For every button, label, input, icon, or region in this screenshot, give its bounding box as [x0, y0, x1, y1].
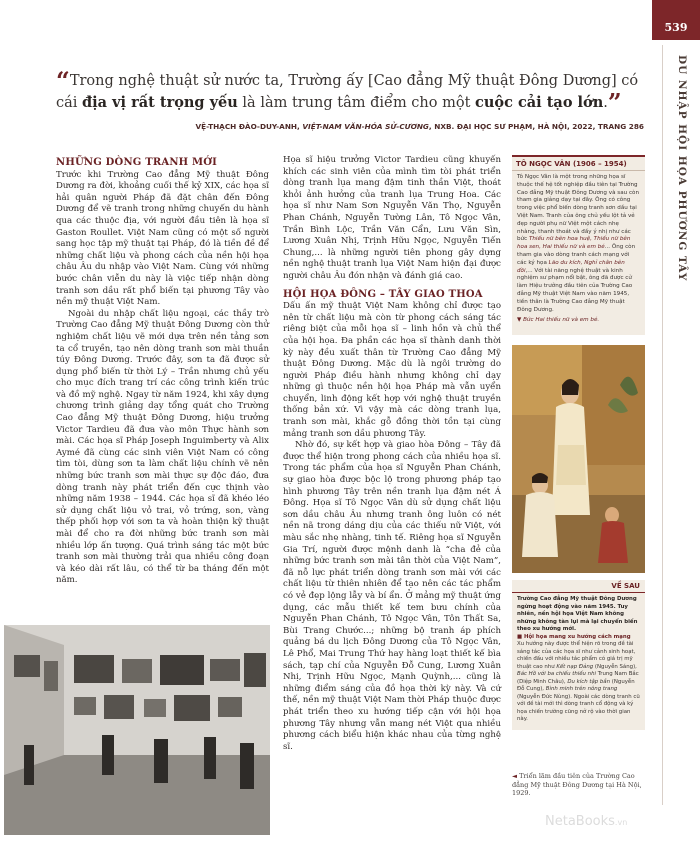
watermark-suffix: .vn [614, 818, 628, 827]
bio-text [512, 171, 645, 317]
quote-text-3: . [603, 95, 608, 111]
watermark-brand: NetaBooks [545, 814, 615, 829]
bio-text-3: ,... Với tài năng nghệ thuật và kinh nghiệm sư phạm nổi bật, ông đã được cử làm Hiệu trưởng đầu tiên của Trường Cao đẳng Mỹ thuật Việt Nam vào năm 1945, tiền thân là Trường Cao đẳng Mỹ thuật Đông Dương. [517, 267, 633, 313]
paragraph: Họa sĩ hiệu trưởng Victor Tardieu cũng khuyến khích các sinh viên của mình tìm tòi phát triển dòng tranh lụa mang đậm tinh thần Việt, thoát khỏi ảnh hưởng của tranh lụa Trung Hoa. Các họa sĩ như Nam Sơn Nguyễn Văn Thọ, Nguyễn Phan Chánh, Nguyễn Tường Lân, Tô Ngọc Vân, Trần Bình Lộc, Trần Văn Cẩn, Lưu Văn Sìn, Lương Xuân Nhị, Trịnh Hữu Ngọc, Nguyễn Tiến Chung,... là những người tiên phong gây dựng nền nghệ thuật tranh lụa Việt Nam hiện đại được người châu Âu đón nhận và đánh giá cao. [283, 155, 501, 281]
bio-works: Thiếu nữ bên hoa huệ, Thiếu nữ bên hoa sen, Hai thiếu nữ và em bé [517, 236, 631, 251]
aftermath-text [512, 593, 645, 727]
aftermath-body-1: Xu hướng này được thể hiện rõ trong đề tài sáng tác của các họa sĩ như cảnh sinh hoạt, chiến đấu với nhiều tác phẩm có giá trị mỹ thuật cao như [517, 641, 636, 670]
column-1 [56, 155, 269, 587]
painting-image [512, 345, 645, 573]
paragraph: Nhờ đó, sự kết hợp và giao hòa Đông – Tây đã được thể hiện trong phong cách của nhiều họa sĩ. Trong tác phẩm của họa sĩ Nguyễn Phan Chánh, sự giao hòa được bộc lộ trong phương pháp tạo hình phương Tây trên nền tranh lụa đậm nét Á Đông. Họa sĩ Tô Ngọc Vân dù sử dụng chất liệu sơn dầu châu Âu nhưng tranh ông luôn có nét nền nã trong dáng dịu của các thiếu nữ Việt, với màu sắc nhẹ nhàng, tinh tế. Riêng họa sĩ Nguyễn Gia Trí, người được mệnh danh là “cha đẻ của những bức tranh sơn mài tân thời của Việt Nam”, đã nỗ lực phát triển dòng tranh sơn mài với các chất liệu từ thiên nhiên để tạo nên các tác phẩm có vẻ đẹp lộng lẫy và bí ẩn. Ở mảng mỹ thuật ứng dụng, các mẫu thiết kế tem bưu chính của Nguyễn Phan Chánh, Tô Ngọc Vân, Tôn Thất Sa, Bùi Trang Chước...; những bộ tranh áp phích quảng bá du lịch Đông Dương của Tô Ngọc Vân, Lê Phổ, Mai Trung Thứ hay hàng loạt thiết kế bìa sách, tạp chí của Nguyễn Đỗ Cung, Lương Xuân Nhị, Trịnh Hữu Ngọc, Mạnh Quỳnh,... cũng là những điểm sáng của đồ họa thời kỳ này. Và cứ thế, nền mỹ thuật Việt Nam thời Pháp thuộc được phát triển theo xu hướng tiếp cận với hội họa phương Tây nhưng vẫn mang nét Việt qua nhiều phương cách biểu hiện khác nhau của từng nghệ sĩ. [283, 440, 501, 752]
bio-works-2: Lão du kích, Nghỉ chân bên đồi [517, 259, 625, 274]
photo-caption [512, 772, 645, 798]
aftermath-body-4: (Nguyễn Đỗ Cung), [517, 678, 635, 692]
aftermath-work-2: Bác Hồ với ba chiếu thiếu nhi [517, 671, 597, 677]
source-author: VỆ-THẠCH ĐÀO-DUY-ANH, [195, 122, 303, 131]
painting-caption: ▼ Bức Hai thiếu nữ và em bé. [517, 317, 600, 324]
watermark [545, 814, 627, 829]
aftermath-work-3: Du kích tập bắn [567, 678, 611, 685]
section-heading-new-genres: NHỮNG DÒNG TRANH MỚI [56, 157, 218, 168]
paragraph: Dấu ấn mỹ thuật Việt Nam không chỉ được tạo nên từ chất liệu mà còn từ phong cách sáng tác riêng biệt của mỗi họa sĩ – linh hồn và chủ thể của hội họa. Đa phần các họa sĩ thành danh thời kỳ này đều xuất thân từ Trường Cao đẳng Mỹ thuật Đông Dương. Mặc dù là ngôi trường do người Pháp điều hành nhưng không chỉ dạy những gì thuộc nền hội họa Pháp mà vẫn uyển chuyển, linh động kết hợp với nghệ thuật truyền thống bản xứ. Vì vậy mà các dòng tranh lụa, tranh sơn mài, khắc gỗ đồng thời tồn tại cùng mảng tranh sơn dầu phương Tây. [283, 301, 501, 439]
section-heading-east-west: HỘI HỌA ĐÔNG – TÂY GIAO THOA [283, 288, 483, 300]
exhibition-photo [4, 625, 270, 835]
aftermath-body-5: (Nguyễn Đức Nùng). Ngoài các dòng tranh cũ với đề tài mới thì dòng tranh cổ động và ký họa chiến trường cũng nở rộ vào thời gian này. [517, 693, 640, 722]
exhibition-photo-image [4, 625, 270, 835]
section-tab [652, 0, 700, 847]
paragraph: Ngoài du nhập chất liệu ngoại, các thầy trò Trường Cao đẳng Mỹ thuật Đông Dương còn thử nghiệm chất liệu vẽ mới dựa trên nền tảng sơn ta cổ truyền, tạo nên dòng tranh sơn mài thuần túy Đông Dương. Trước đây, sơn ta đã được sử dụng phổ biến từ thời Lý – Trần nhưng chủ yếu cho mục đích trang trí các công trình kiến trúc và đồ mỹ nghệ. Ngay từ năm 1924, khi xây dựng chương trình giảng dạy tổng quát cho Trường Cao đẳng Mỹ thuật Đông Dương, hiệu trưởng Victor Tardieu đã đưa vào môn Thực hành sơn mài. Các họa sĩ Pháp Joseph Inguimberty và Alix Aymé đã cùng các sinh viên Việt Nam có công tìm tòi, dùng sơn ta làm chất liệu chính vẽ nên những bức tranh sơn mài thực sự độc đáo, đưa dòng tranh này phát triển đến cực thịnh vào những năm 1938 – 1944. Các họa sĩ đã khéo léo sử dụng chất liệu vỏ trai, vỏ trứng, son, vàng thếp phối hợp với sơn ta và hoàn thiện kỹ thuật mài để cho ra đời những bức tranh sơn mài nhiều lớp ấn tượng. Quá trình sáng tác một bức tranh sơn mài thường trải qua nhiều công đoạn và kéo dài rất lâu, có thể từ ba tháng đến một năm. [56, 308, 269, 586]
pull-quote [56, 66, 644, 117]
aftermath-heading: VỀ SAU [512, 580, 645, 593]
page-number: 539 [652, 0, 700, 40]
photo-caption-text: Triển lãm đầu tiên của Trường Cao đẳng Mỹ thuật Đông Dương tại Hà Nội, 1929. [512, 772, 642, 797]
open-quote-mark: “ [56, 66, 70, 95]
aftermath-intro: Trường Cao đẳng Mỹ thuật Đông Dương ngừng hoạt động vào năm 1945. Tuy nhiên, nền hội họa Việt Nam không những không tàn lụi mà lại chuyển biến theo xu hướng mới. [517, 596, 638, 632]
column-2 [283, 155, 501, 753]
quote-bold-1: địa vị rất trọng yếu [82, 94, 238, 111]
quote-text-2: là làm trung tâm điểm cho một [237, 95, 476, 111]
bio-text-1: Tô Ngọc Vân là một trong những họa sĩ thuộc thế hệ tốt nghiệp đầu tiên tại Trường Cao đẳng Mỹ thuật Đông Dương và sau còn tham gia giảng dạy tại đây. Ông có công trong việc phổ biến dòng tranh sơn dầu tại Việt Nam. Tranh của ông chủ yếu lột tả vẻ đẹp người phụ nữ Việt một cách nhẹ nhàng, thanh thoát và đầy ý nhị như các bức [517, 174, 639, 243]
aftermath-body-3: Trung Nam Bắc (Diệp Minh Châu), [517, 671, 639, 685]
aftermath-box [512, 580, 645, 730]
source-book-title: VIỆT-NAM VĂN-HÓA SỬ-CƯƠNG [302, 122, 429, 131]
bio-text-2: ... Ông còn tham gia vào dòng tranh cách mạng với các ký họa [517, 244, 636, 266]
close-quote-mark: ” [607, 88, 622, 117]
painting-two-girls-and-child [512, 345, 645, 573]
quote-source [56, 122, 644, 131]
paragraph: Trước khi Trường Cao đẳng Mỹ thuật Đông Dương ra đời, khoảng cuối thế kỷ XIX, các họa sĩ hải quân người Pháp đã đặt chân đến Đông Dương để vẽ tranh trong những chuyến du hành qua các thuộc địa, với người đầu tiên là họa sĩ Gaston Roullet. Việt Nam cũng có một số người sang học tập mỹ thuật tại Pháp, đó là tiền đề để những chất liệu và phong cách của nền hội họa châu Âu du nhập vào Việt Nam. Cùng với những bước chân viễn du này là việc tiếp nhận dòng tranh sơn dầu rất phổ biến tại phương Tây vào nền mỹ thuật Việt Nam. [56, 169, 269, 308]
aftermath-subheading: ■ Hội họa mang xu hướng cách mạng [517, 633, 631, 640]
side-divider [662, 45, 663, 805]
caption-marker-icon: ◄ [512, 772, 517, 780]
aftermath-work-4: Bình minh trên nông trang [545, 686, 618, 692]
source-publisher: , NXB. ĐẠI HỌC SƯ PHẠM, HÀ NỘI, 2022, TRANG 286 [428, 122, 644, 131]
section-title: DU NHẬP HỘI HỌA PHƯƠNG TÂY [676, 55, 688, 282]
aftermath-work-1: Kết nạp Đảng [556, 663, 594, 670]
bio-title: TÔ NGỌC VÂN (1906 – 1954) [512, 157, 645, 171]
artist-bio-box [512, 155, 645, 335]
quote-bold-2: cuộc cải tạo lớn [475, 94, 604, 111]
aftermath-body-2: (Nguyễn Sáng), [593, 663, 637, 670]
quote-text-1: Trong nghệ thuật sử nước ta, Trường ấy [Cao đẳng Mỹ thuật Đông Dương] có cái [56, 73, 639, 111]
